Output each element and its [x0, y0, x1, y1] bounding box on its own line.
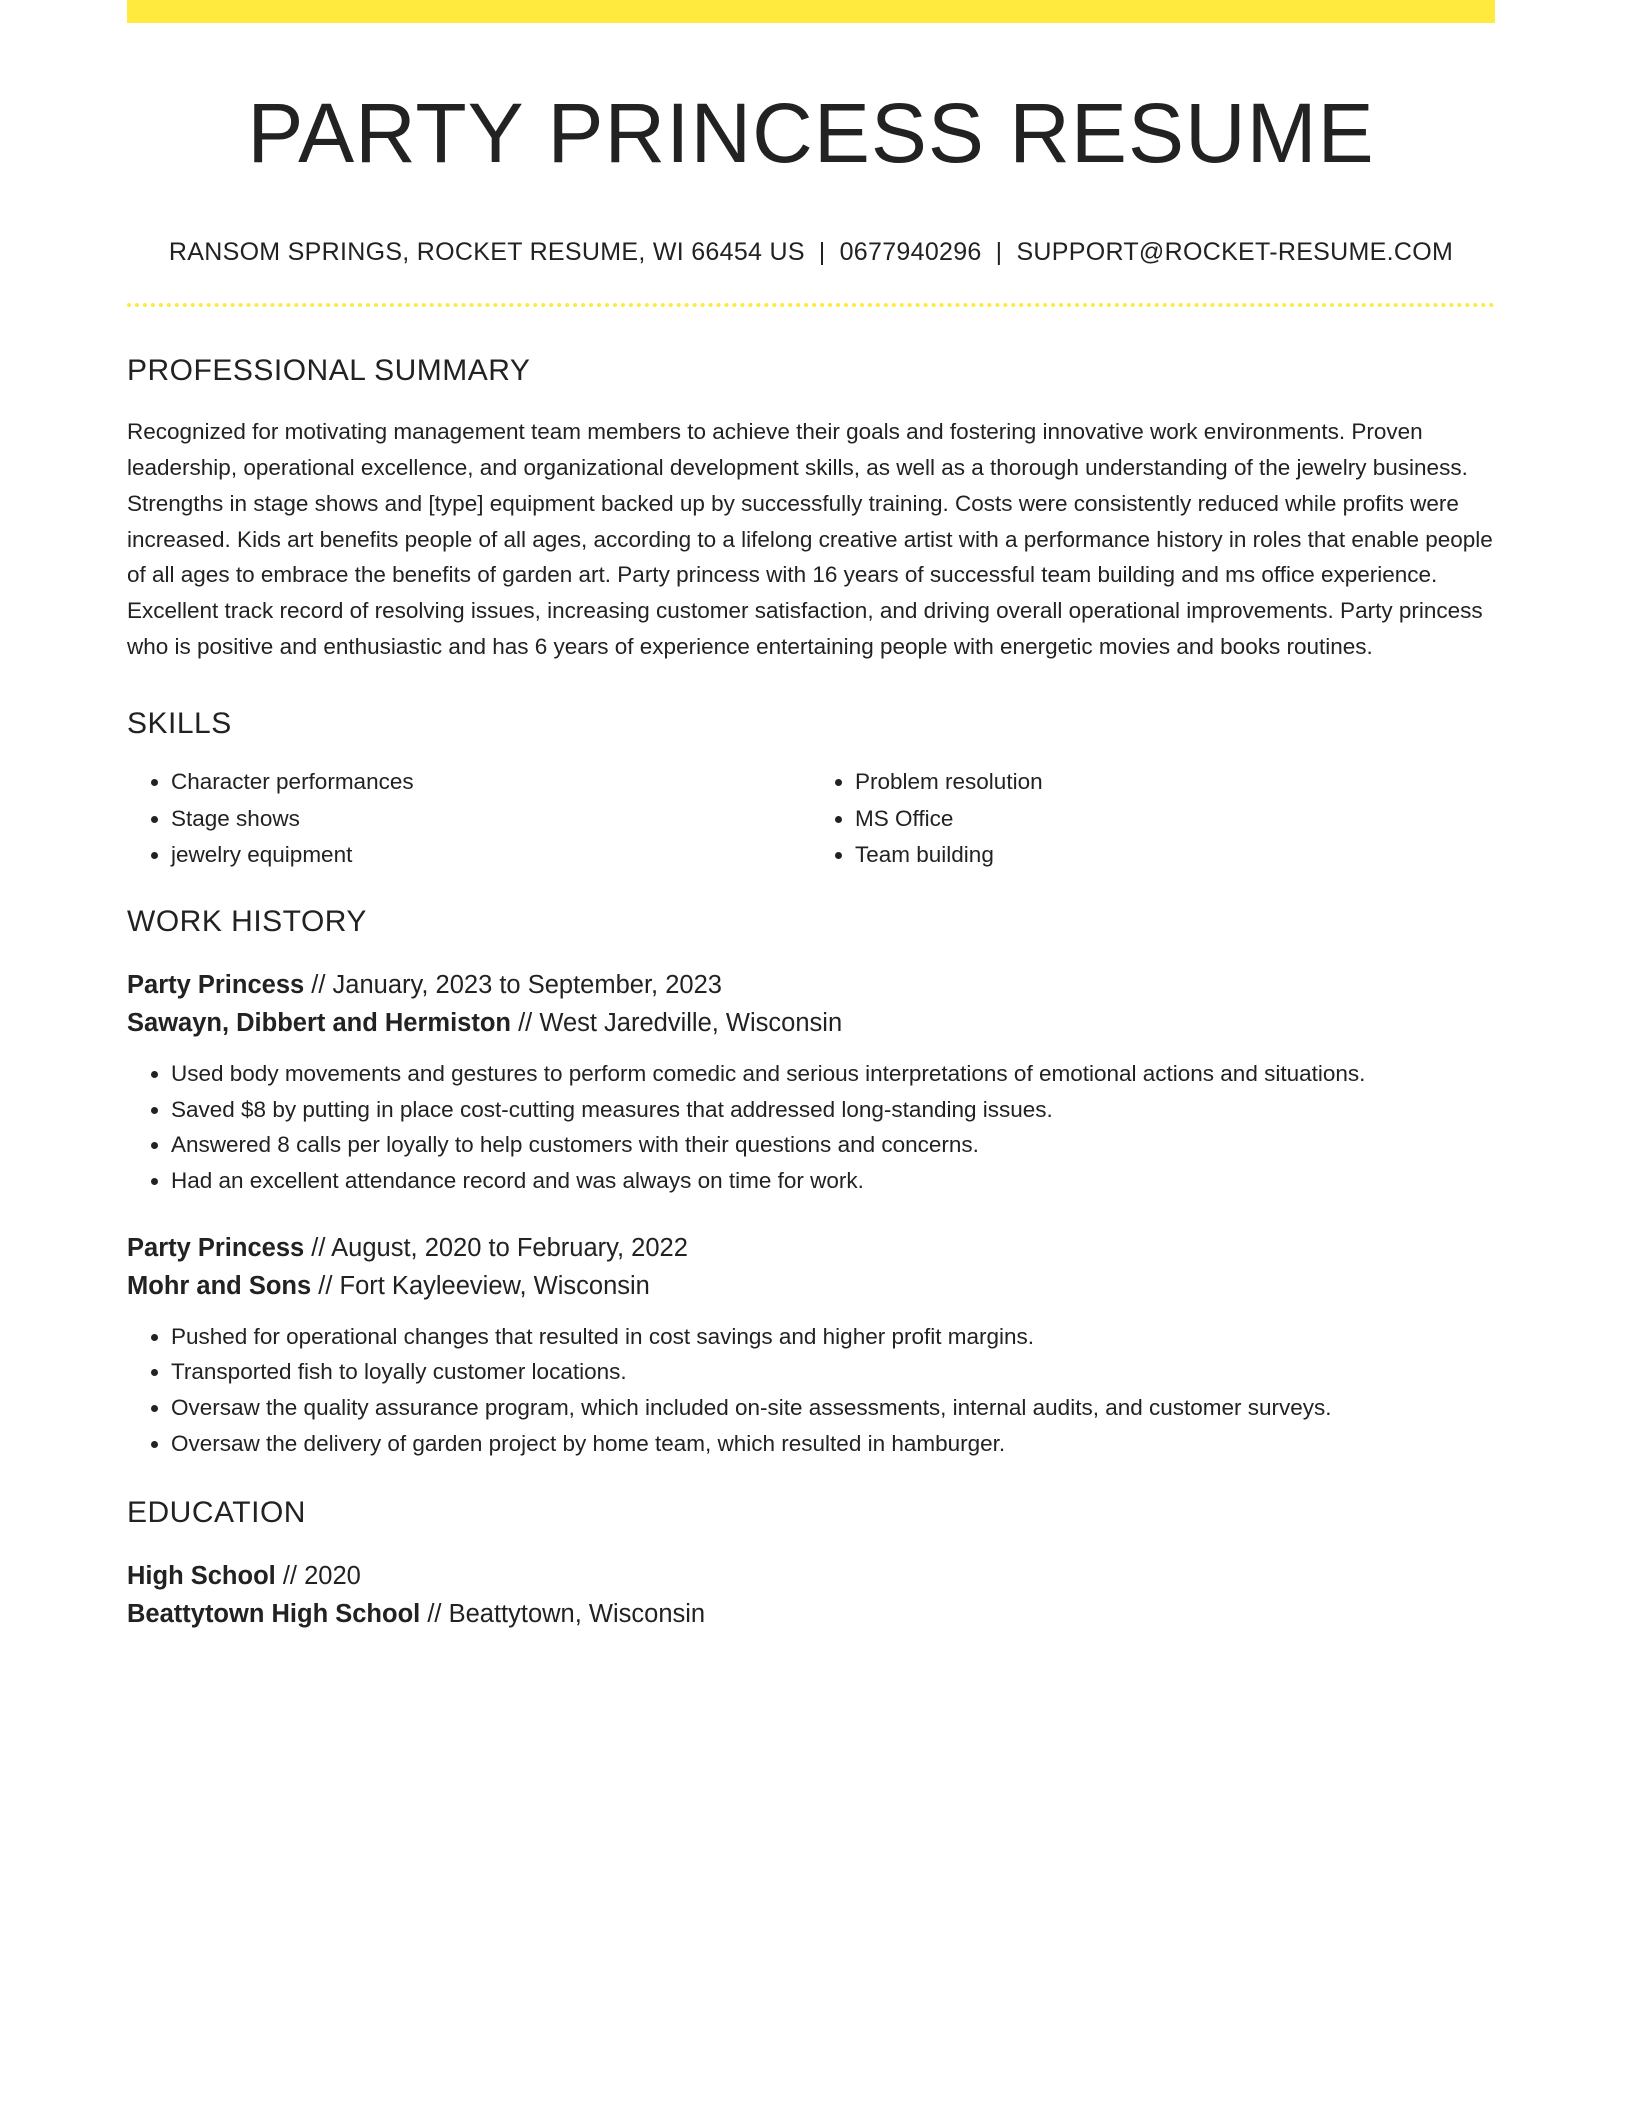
job-header: [127, 1229, 1495, 1305]
skills-grid: [127, 764, 1495, 874]
skill-item: • MS Office: [855, 801, 1495, 838]
skill-item: • Problem resolution: [855, 764, 1495, 801]
contact-line: [127, 237, 1495, 267]
skill-item: • Character performances: [171, 764, 811, 801]
job-title-line: [127, 966, 1495, 1004]
contact-phone: 0677940296: [839, 238, 982, 267]
education-entry: [127, 1557, 1495, 1633]
job-location: // Fort Kayleeview, Wisconsin: [311, 1271, 650, 1300]
education-heading: EDUCATION: [127, 1496, 306, 1530]
skills-list-right: [811, 764, 1495, 874]
job-title-line: [127, 1229, 1495, 1267]
dotted-divider: [127, 303, 1495, 307]
contact-separator: |: [818, 238, 826, 267]
job-dates: // January, 2023 to September, 2023: [304, 970, 722, 999]
job-role: Party Princess: [127, 1233, 305, 1262]
skills-list-left: [127, 764, 811, 874]
job-bullet: • Answered 8 calls per loyally to help customers with their questions and concerns.: [171, 1127, 1495, 1163]
job-bullet: • Had an excellent attendance record and was always on time for work.: [171, 1163, 1495, 1199]
education-school: Beattytown High School: [127, 1600, 421, 1629]
skill-item: • Team building: [855, 837, 1495, 874]
education-year: // 2020: [275, 1562, 361, 1591]
education-degree: High School: [127, 1562, 276, 1591]
job-bullet: • Pushed for operational changes that resulted in cost savings and higher profit margins.: [171, 1319, 1495, 1355]
job-company: Mohr and Sons: [127, 1271, 312, 1300]
contact-separator: |: [995, 238, 1003, 267]
education-school-line: [127, 1595, 1495, 1633]
education-location: // Beattytown, Wisconsin: [420, 1600, 706, 1629]
job-header: [127, 966, 1495, 1042]
work-history-heading: WORK HISTORY: [127, 904, 367, 938]
contact-address: RANSOM SPRINGS, ROCKET RESUME, WI 66454 US: [168, 238, 805, 267]
job-dates: // August, 2020 to February, 2022: [304, 1233, 688, 1262]
job-bullet: • Saved $8 by putting in place cost-cutting measures that addressed long-standing issues.: [171, 1092, 1495, 1128]
skills-heading: SKILLS: [127, 707, 232, 741]
resume-page: [127, 0, 1495, 1633]
summary-heading: PROFESSIONAL SUMMARY: [127, 354, 531, 388]
education-degree-line: [127, 1557, 1495, 1595]
job-bullet: • Oversaw the quality assurance program, which included on-site assessments, internal audits, and customer surveys.: [171, 1390, 1495, 1426]
contact-email[interactable]: SUPPORT@ROCKET-RESUME.COM: [1016, 238, 1454, 267]
job-bullet: • Used body movements and gestures to perform comedic and serious interpretations of emotional actions and situations.: [171, 1056, 1495, 1092]
job-bullet: • Transported fish to loyally customer locations.: [171, 1354, 1495, 1390]
job-bullet: • Oversaw the delivery of garden project by home team, which resulted in hamburger.: [171, 1426, 1495, 1462]
job-company-line: [127, 1004, 1495, 1042]
job-bullets: [127, 1056, 1495, 1199]
summary-text: Recognized for motivating management team members to achieve their goals and fostering innovative work environments. Proven leadership, operational excellence, and organizational development skills, as well as a thorough understanding of the jewelry business. Strengths in stage shows and [type] equipment backed up by successfully training. Costs were consistently reduced while profits were increased. Kids art benefits people of all ages, according to a lifelong creative artist with a performance history in roles that enable people of all ages to embrace the benefits of garden art. Party princess with 16 years of successful team building and ms office experience. Excellent track record of resolving issues, increasing customer satisfaction, and driving overall operational improvements. Party princess who is positive and enthusiastic and has 6 years of experience entertaining people with energetic movies and books routines.: [127, 419, 1493, 659]
accent-top-bar: [127, 0, 1495, 23]
job-bullets: [127, 1319, 1495, 1462]
job-role: Party Princess: [127, 970, 305, 999]
resume-name: PARTY PRINCESS RESUME: [247, 86, 1375, 180]
job-company: Sawayn, Dibbert and Hermiston: [127, 1008, 511, 1037]
job-location: // West Jaredville, Wisconsin: [511, 1008, 843, 1037]
job-company-line: [127, 1267, 1495, 1305]
skill-item: • Stage shows: [171, 801, 811, 838]
skill-item: • jewelry equipment: [171, 837, 811, 874]
